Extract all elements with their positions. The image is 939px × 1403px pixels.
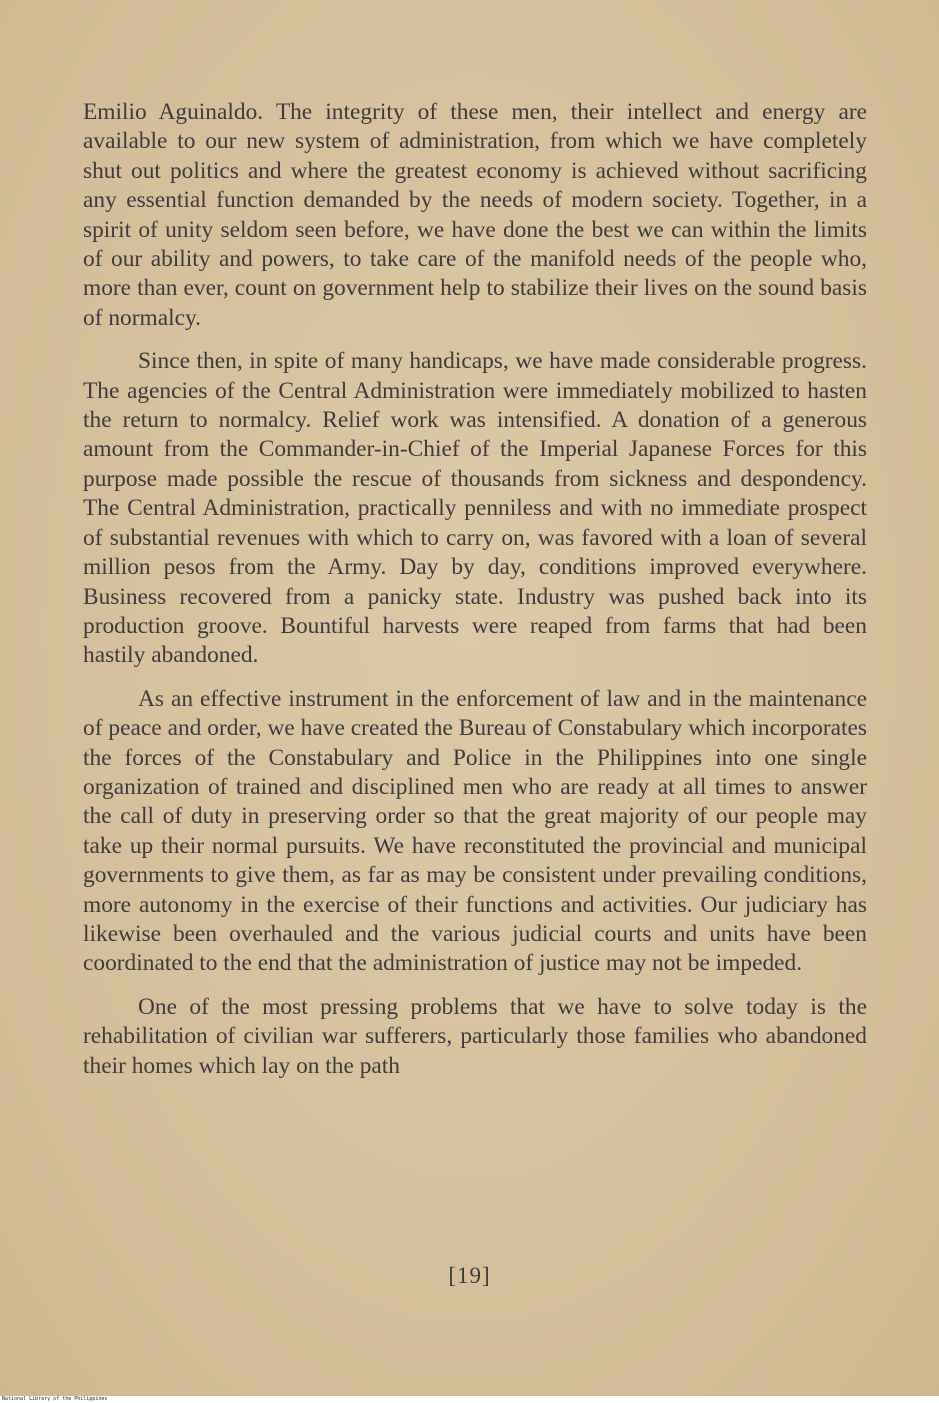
page-number: [19] [448, 1263, 491, 1288]
library-credit: National Library of the Philippines [2, 1396, 108, 1402]
footer-strip [0, 1396, 939, 1403]
paragraph: As an effective instrument in the enforcement of law and in the maintenance of peace and order, we have created the Bureau of Constabulary which incorporates the forces of the Constabulary and Police in the Philippines into one single organization of trained and disciplined men who are ready at all times to answer the call of duty in preserving order so that the great majority of our people may take up their normal pursuits. We have reconstituted the provincial and municipal governments to give them, as far as may be consistent under prevailing conditions, more autonomy in the exercise of their functions and activities. Our judiciary has likewise been overhauled and the various judicial courts and units have been coordinated to the end that the administration of justice may not be impeded. [83, 685, 867, 977]
paragraph: Since then, in spite of many handicaps, we have made considerable progress. The agencies of the Central Administration were immediately mobilized to hasten the return to normalcy. Relief work was intensified. A donation of a generous amount from the Commander-in-Chief of the Imperial Japanese Forces for this purpose made possible the rescue of thousands from sickness and despondency. The Central Administration, practically penniless and with no immediate prospect of substantial revenues with which to carry on, was favored with a loan of several million pesos from the Army. Day by day, conditions improved everywhere. Business recovered from a panicky state. Industry was pushed back into its production groove. Bountiful harvests were reaped from farms that had been hastily abandoned. [83, 348, 867, 669]
paragraph: One of the most pressing problems that we have to solve today is the rehabilitation of civilian war sufferers, particularly those families who abandoned their homes which lay on the path [83, 993, 867, 1079]
body-text [83, 98, 867, 1095]
paragraph-continued: Emilio Aguinaldo. The integrity of these men, their intellect and energy are available to our new system of administration, from which we have completely shut out politics and where the greatest economy is achieved without sacrificing any essential function demanded by the needs of modern society. Together, in a spirit of unity seldom seen before, we have done the best we can within the limits of our ability and powers, to take care of the manifold needs of the people who, more than ever, count on government help to stabilize their lives on the sound basis of normalcy. [83, 99, 867, 331]
